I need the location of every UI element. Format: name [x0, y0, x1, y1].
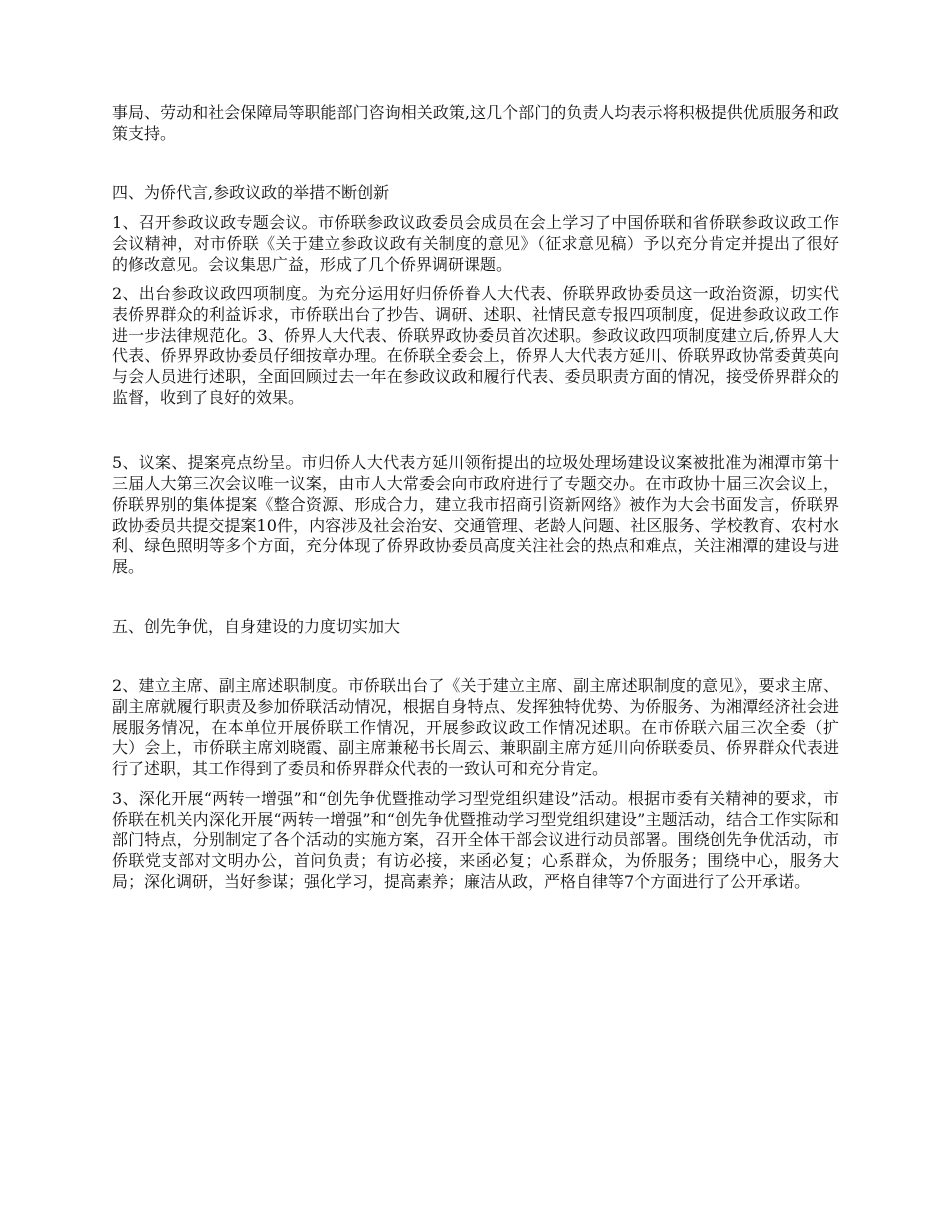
paragraph-4-5: 5、议案、提案亮点纷呈。市归侨人大代表方延川领衔提出的垃圾处理场建设议案被批准为湘潭市第十三届人大第三次会议唯一议案，由市人大常委会向市政府进行了专题交办。在市政协十届三次会议上，侨联界别的集体提案《整合资源、形成合力，建立我市招商引资新网络》被作为大会书面发言，侨联界政协委员共提交提案10件，内容涉及社会治安、交通管理、老龄人问题、社区服务、学校教育、农村水利、绿色照明等多个方面，充分体现了侨界政协委员高度关注社会的热点和难点，关注湘潭的建设与进展。 [112, 453, 839, 576]
paragraph-4-2: 2、出台参政议政四项制度。为充分运用好归侨侨眷人大代表、侨联界政协委员这一政治资源，切实代表侨界群众的利益诉求，市侨联出台了抄告、调研、述职、社情民意专报四项制度，促进参政议政工作进一步法律规范化。3、侨界人大代表、侨联界政协委员首次述职。参政议政四项制度建立后,侨界人大代表、侨界界政协委员仔细按章办理。在侨联全委会上，侨界人大代表方延川、侨联界政协常委黄英向与会人员进行述职，全面回顾过去一年在参政议政和履行代表、委员职责方面的情况，接受侨界群众的监督，收到了良好的效果。 [112, 284, 839, 407]
document-body [112, 103, 839, 901]
section-heading-5: 五、创先争优，自身建设的力度切实加大 [112, 616, 401, 636]
paragraph-5-2: 2、建立主席、副主席述职制度。市侨联出台了《关于建立主席、副主席述职制度的意见》，要求主席、副主席就履行职责及参加侨联活动情况，根据自身特点、发挥独特优势、为侨服务、为湘潭经济社会进展服务情况，在本单位开展侨联工作情况，开展参政议政工作情况述职。在市侨联六届三次全委（扩大）会上，市侨联主席刘晓霞、副主席兼秘书长周云、兼职副主席方延川向侨联委员、侨界群众代表进行了述职，其工作得到了委员和侨界群众代表的一致认可和充分肯定。 [112, 676, 839, 779]
spacer [112, 646, 839, 676]
spacer [112, 417, 839, 453]
spacer [112, 587, 839, 617]
spacer [112, 153, 839, 183]
paragraph-intro: 事局、劳动和社会保障局等职能部门咨询相关政策,这几个部门的负责人均表示将积极提供优质服务和政策支持。 [112, 103, 839, 143]
paragraph-4-1: 1、召开参政议政专题会议。市侨联参政议政委员会成员在会上学习了中国侨联和省侨联参政议政工作会议精神，对市侨联《关于建立参政议政有关制度的意见》（征求意见稿）予以充分肯定并提出了很好的修改意见。会议集思广益，形成了几个侨界调研课题。 [112, 213, 839, 274]
paragraph-5-3: 3、深化开展“两转一增强”和“创先争优暨推动学习型党组织建设”活动。根据市委有关精神的要求，市侨联在机关内深化开展“两转一增强”和“创先争优暨推动学习型党组织建设”主题活动，结合工作实际和部门特点，分别制定了各个活动的实施方案，召开全体干部会议进行动员部署。围绕创先争优活动，市侨联党支部对文明办公，首问负责；有访必接，来函必复；心系群众，为侨服务；围绕中心，服务大局；深化调研，当好参谋；强化学习，提高素养；廉洁从政，严格自律等7个方面进行了公开承诺。 [112, 788, 839, 891]
section-heading-4: 四、为侨代言,参政议政的举措不断创新 [112, 183, 390, 203]
